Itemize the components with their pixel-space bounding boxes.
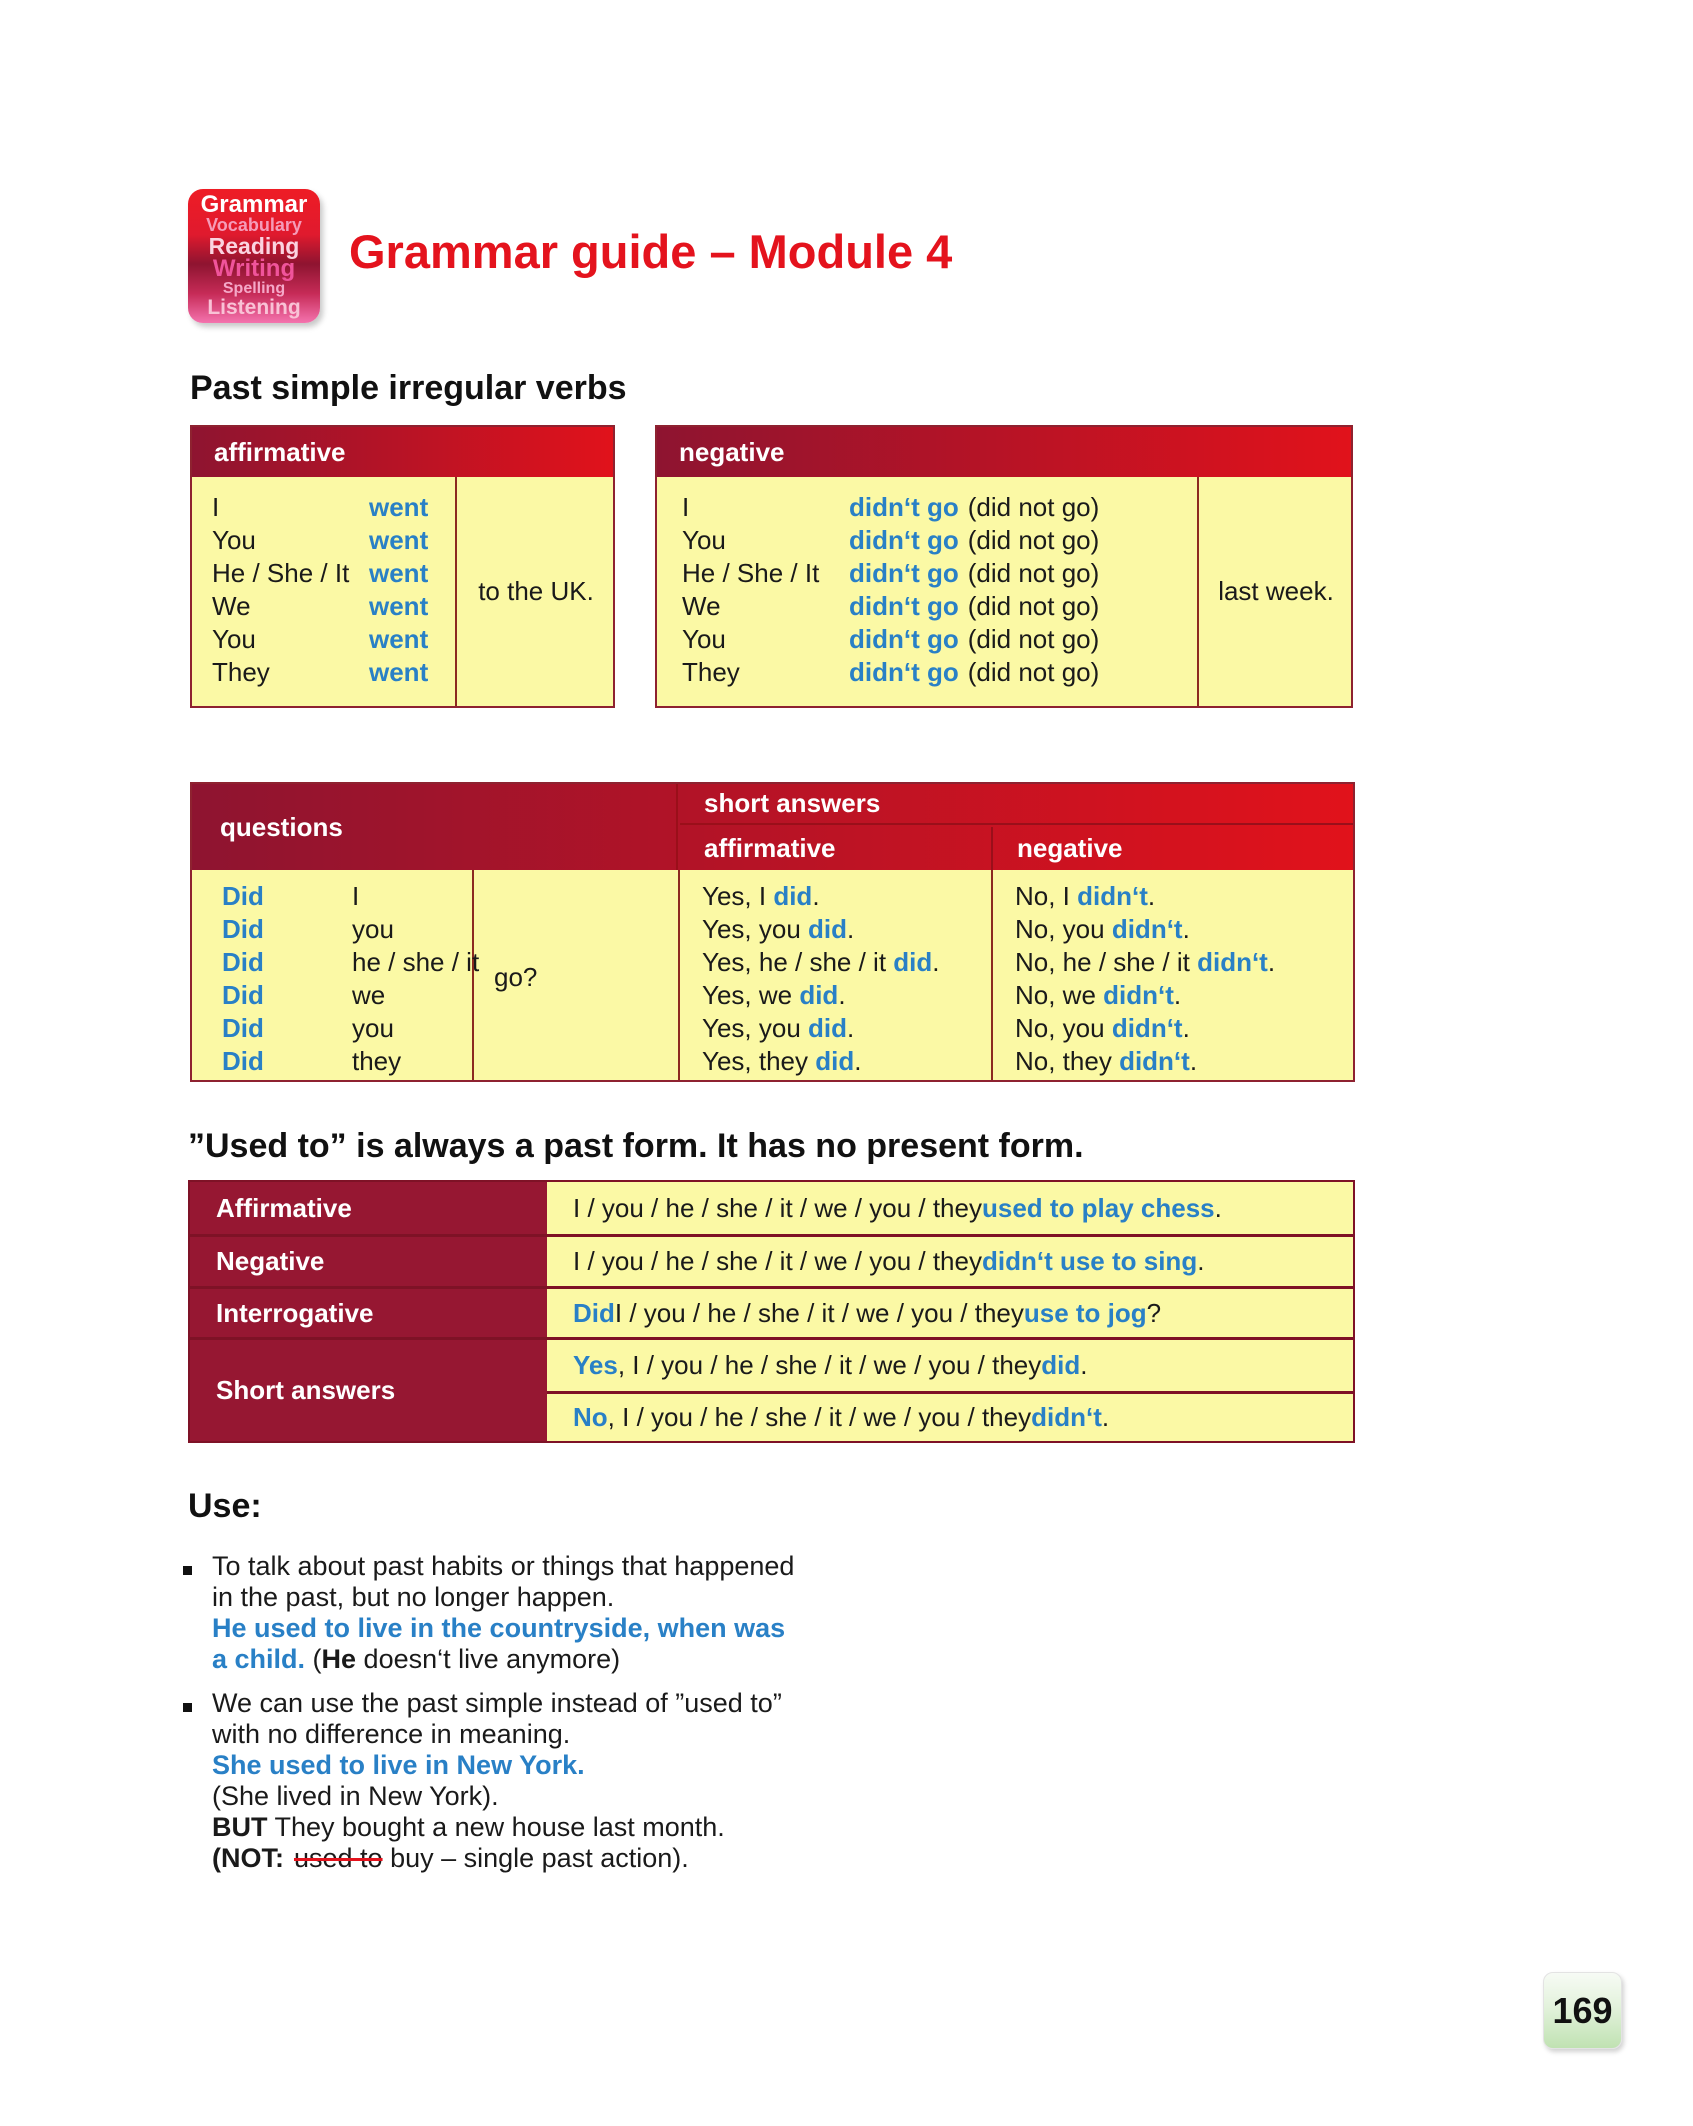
affirmative-table-body: [212, 491, 428, 689]
table-row: No, I didn‘t.: [1015, 881, 1156, 911]
bullet-text-line: (NOT: used to buy – single past action).: [212, 1843, 689, 1873]
questions-table-header: [192, 784, 1353, 870]
skills-logo: [188, 189, 320, 323]
bullet-text-line: BUT They bought a new house last month.: [212, 1812, 725, 1842]
table-row: Did they: [222, 1046, 402, 1076]
table-row: Did we: [222, 980, 386, 1010]
table-row: He / She / It went: [212, 558, 429, 588]
table-row: Yes, I did.: [702, 881, 820, 911]
logo-word: Grammar: [200, 191, 308, 218]
questions-verb-cell: go?: [494, 961, 538, 992]
table-row: We didn‘t go (did not go): [682, 591, 1100, 621]
table-row: Yes, they did.: [702, 1046, 862, 1076]
short-answers-header-cell: short answers: [680, 784, 1353, 825]
short-answers-negative-column: [1015, 880, 1275, 1078]
bullet-example-line: He used to live in the countryside, when was: [212, 1613, 786, 1643]
table-row: Yes, you did.: [702, 914, 855, 944]
questions-table: [190, 782, 1355, 1082]
table-row: No, we didn‘t.: [1015, 980, 1182, 1010]
table-row: He / She / It didn‘t go (did not go): [682, 558, 1100, 588]
table-row: No, you didn‘t.: [1015, 914, 1190, 944]
table-row: Did you: [222, 1013, 394, 1043]
questions-subjects-column: [222, 880, 479, 1078]
section-heading-used-to: ”Used to” is always a past form. It has no present form.: [188, 1127, 1084, 1165]
page-number-badge: 169: [1543, 1972, 1622, 2049]
use-bullet-2: [212, 1688, 782, 1874]
used-to-row-label: Negative: [216, 1246, 325, 1276]
affirmative-table-header: affirmative: [192, 427, 613, 477]
logo-word: Spelling: [222, 280, 286, 297]
logo-word: Writing: [212, 255, 296, 282]
used-to-example: I / you / he / she / it / we / you / they used to play chess .: [573, 1192, 1222, 1223]
table-row: Yes, you did.: [702, 1013, 855, 1043]
logo-word: Vocabulary: [206, 215, 302, 235]
table-row: Did he / she / it: [222, 947, 480, 977]
bullet-example-line: She used to live in New York.: [212, 1750, 585, 1780]
table-row: No, you didn‘t.: [1015, 1013, 1190, 1043]
bullet-text-line: a child. (He doesn‘t live anymore): [212, 1644, 621, 1674]
table-row: Did you: [222, 914, 394, 944]
table-row: Yes, we did.: [702, 980, 846, 1010]
affirmative-complement-cell: to the UK.: [455, 477, 615, 706]
section-heading-use: Use:: [188, 1487, 262, 1525]
table-row: They went: [212, 657, 429, 687]
column-divider: [678, 870, 680, 1080]
bullet-icon: [183, 1703, 192, 1712]
table-row: I didn‘t go (did not go): [682, 492, 1100, 522]
negative-table: [655, 425, 1353, 708]
table-row: No, they didn‘t.: [1015, 1046, 1198, 1076]
used-to-row-label: Interrogative: [216, 1297, 374, 1328]
used-to-example: Yes , I / you / he / she / it / we / you / they did .: [573, 1350, 1088, 1380]
strikethrough-text: used to: [293, 1843, 383, 1873]
negative-complement-cell: last week.: [1197, 477, 1353, 706]
table-row: Yes, he / she / it did.: [702, 947, 940, 977]
used-to-example: I / you / he / she / it / we / you / they didn‘t use to sing .: [573, 1246, 1205, 1276]
bullet-text-line: in the past, but no longer happen.: [212, 1582, 615, 1612]
bullet-text-line: We can use the past simple instead of ”used to”: [212, 1688, 782, 1718]
used-to-example: Did I / you / he / she / it / we / you / they use to jog ?: [573, 1297, 1162, 1328]
table-row: You didn‘t go (did not go): [682, 525, 1100, 555]
used-to-table: [188, 1180, 1355, 1443]
table-row: No, he / she / it didn‘t.: [1015, 947, 1276, 977]
table-row: You went: [212, 525, 429, 555]
negative-table-body: [682, 491, 1099, 689]
page-title: Grammar guide – Module 4: [349, 225, 953, 278]
logo-word: Reading: [208, 233, 300, 259]
used-to-row-label: Short answers: [216, 1375, 396, 1405]
section-heading-past-simple: Past simple irregular verbs: [190, 369, 627, 407]
use-bullet-1: [212, 1551, 794, 1675]
short-answers-affirmative-column: [702, 880, 940, 1078]
bullet-icon: [183, 1566, 192, 1575]
questions-header-cell: questions: [192, 784, 678, 870]
used-to-row-label: Affirmative: [216, 1192, 352, 1223]
table-row: I went: [212, 492, 429, 522]
affirmative-table: [190, 425, 615, 708]
table-row: You went: [212, 624, 429, 654]
bullet-text-line: To talk about past habits or things that happened: [212, 1551, 795, 1581]
table-row: You didn‘t go (did not go): [682, 624, 1100, 654]
bullet-text-line: with no difference in meaning.: [212, 1719, 571, 1749]
short-answers-negative-header: negative: [991, 827, 1353, 870]
used-to-example: No , I / you / he / she / it / we / you / they didn‘t .: [573, 1402, 1110, 1432]
short-answers-affirmative-header: affirmative: [704, 833, 836, 863]
table-row: Did I: [222, 881, 360, 911]
negative-table-header: negative: [657, 427, 1351, 477]
bullet-text-line: (She lived in New York).: [212, 1781, 499, 1811]
table-row: They didn‘t go (did not go): [682, 657, 1100, 687]
column-divider: [991, 870, 993, 1080]
logo-word: Listening: [207, 296, 301, 319]
table-row: We went: [212, 591, 429, 621]
